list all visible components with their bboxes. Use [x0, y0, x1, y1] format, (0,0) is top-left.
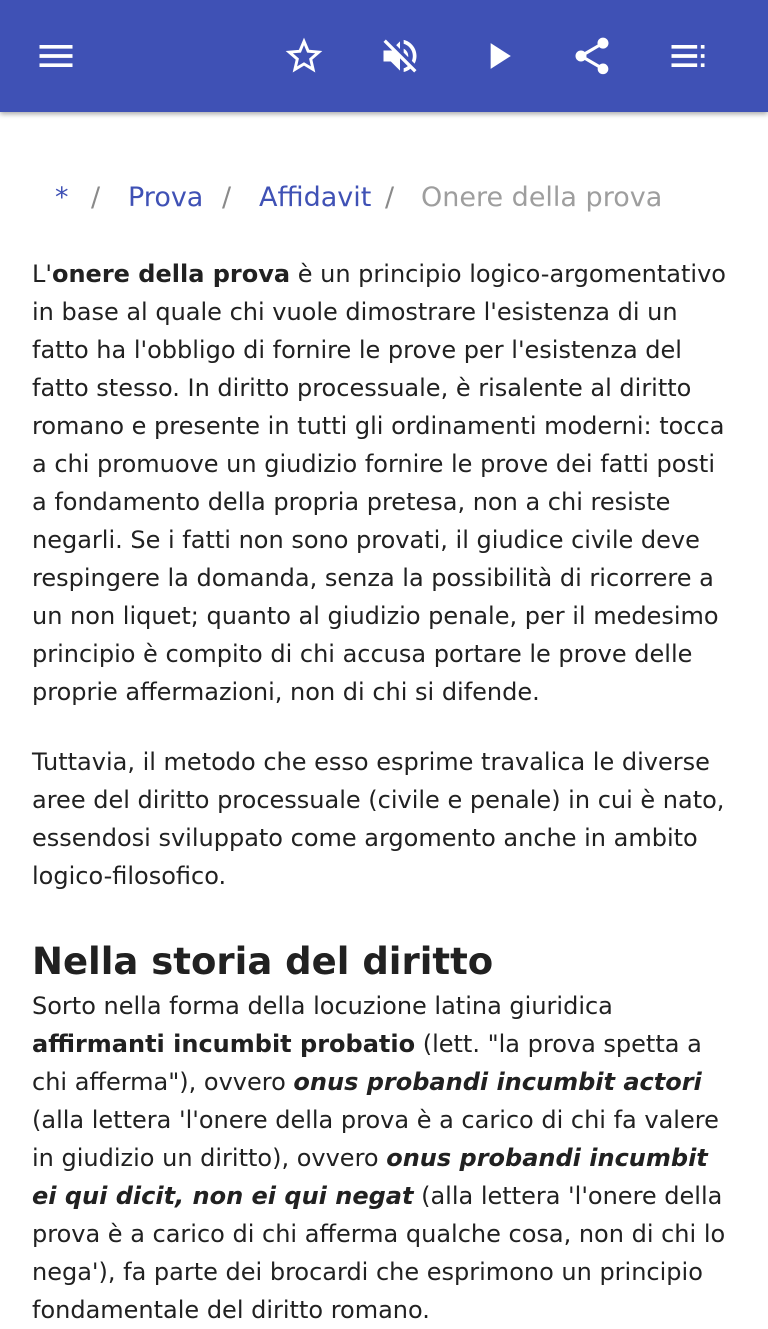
breadcrumb-separator: / — [385, 182, 395, 213]
star-outline-icon — [282, 34, 326, 78]
share-button[interactable] — [564, 28, 620, 84]
app-bar — [0, 0, 768, 112]
contents-button[interactable] — [660, 28, 716, 84]
latin-phrase: onus probandi incumbit ei qui dicit, non ei qui negat — [32, 1144, 708, 1210]
breadcrumb-separator: / — [91, 182, 101, 213]
share-icon — [570, 34, 614, 78]
latin-phrase: affirmanti incumbit probatio — [32, 1030, 416, 1058]
playlist-icon — [666, 34, 710, 78]
bookmark-button[interactable] — [276, 28, 332, 84]
breadcrumb-separator: / — [222, 182, 232, 213]
breadcrumb-current: Onere della prova — [421, 182, 663, 213]
breadcrumb-home[interactable]: * — [55, 182, 69, 213]
menu-icon — [34, 34, 78, 78]
latin-phrase: onus probandi incumbit actori — [293, 1068, 702, 1096]
breadcrumb-item-affidavit[interactable]: Affidavit — [259, 182, 372, 213]
paragraph-intro: L'onere della prova è un principio logico-argomentativo in base al quale chi vuole dimostrare l'esistenza di un fatto ha l'obbligo di fornire le prove per l'esistenza del fatto stesso. In diritto processuale, è risalente al diritto romano e presente in tutti gli ordinamenti moderni: tocca a chi promuove un giudizio fornire le prove dei fatti posti a fondamento della propria pretesa, non a chi resiste negarli. Se i fatti non sono provati, il giudice civile deve respingere la domanda, senza la possibilità di ricorrere a un non liquet; quanto al giudizio penale, per il medesimo principio è compito di chi accusa portare le prove delle proprie affermazioni, non di chi si difende. — [32, 260, 726, 706]
breadcrumb-item-prova[interactable]: Prova — [128, 182, 204, 213]
paragraph-history: Sorto nella forma della locuzione latina giuridica affirmanti incumbit probatio (lett. "la prova spetta a chi afferma"), ovvero onus probandi incumbit actori (alla lettera 'l'onere della prova è a carico di chi fa valere in giudizio un diritto), ovvero onus probandi incumbit ei qui dicit, non ei qui negat (alla lettera 'l'onere della prova è a carico di chi afferma qualche cosa, non di chi lo nega'), fa parte dei brocardi che esprimono un principio fondamentale del diritto romano. — [32, 992, 726, 1324]
paragraph-method: Tuttavia, il metodo che esso esprime travalica le diverse aree del diritto processuale (civile e penale) in cui è nato, essendosi sviluppato come argomento anche in ambito logico-filosofico. — [32, 748, 725, 890]
content-area — [0, 112, 768, 1324]
section-title: Nella storia del diritto — [32, 940, 494, 983]
article-body — [32, 255, 736, 1329]
breadcrumb — [0, 178, 768, 218]
term-onere-della-prova: onere della prova — [51, 260, 291, 288]
play-icon — [476, 34, 520, 78]
menu-button[interactable] — [28, 28, 84, 84]
play-button[interactable] — [470, 28, 526, 84]
volume-off-icon — [378, 34, 422, 78]
mute-button[interactable] — [372, 28, 428, 84]
